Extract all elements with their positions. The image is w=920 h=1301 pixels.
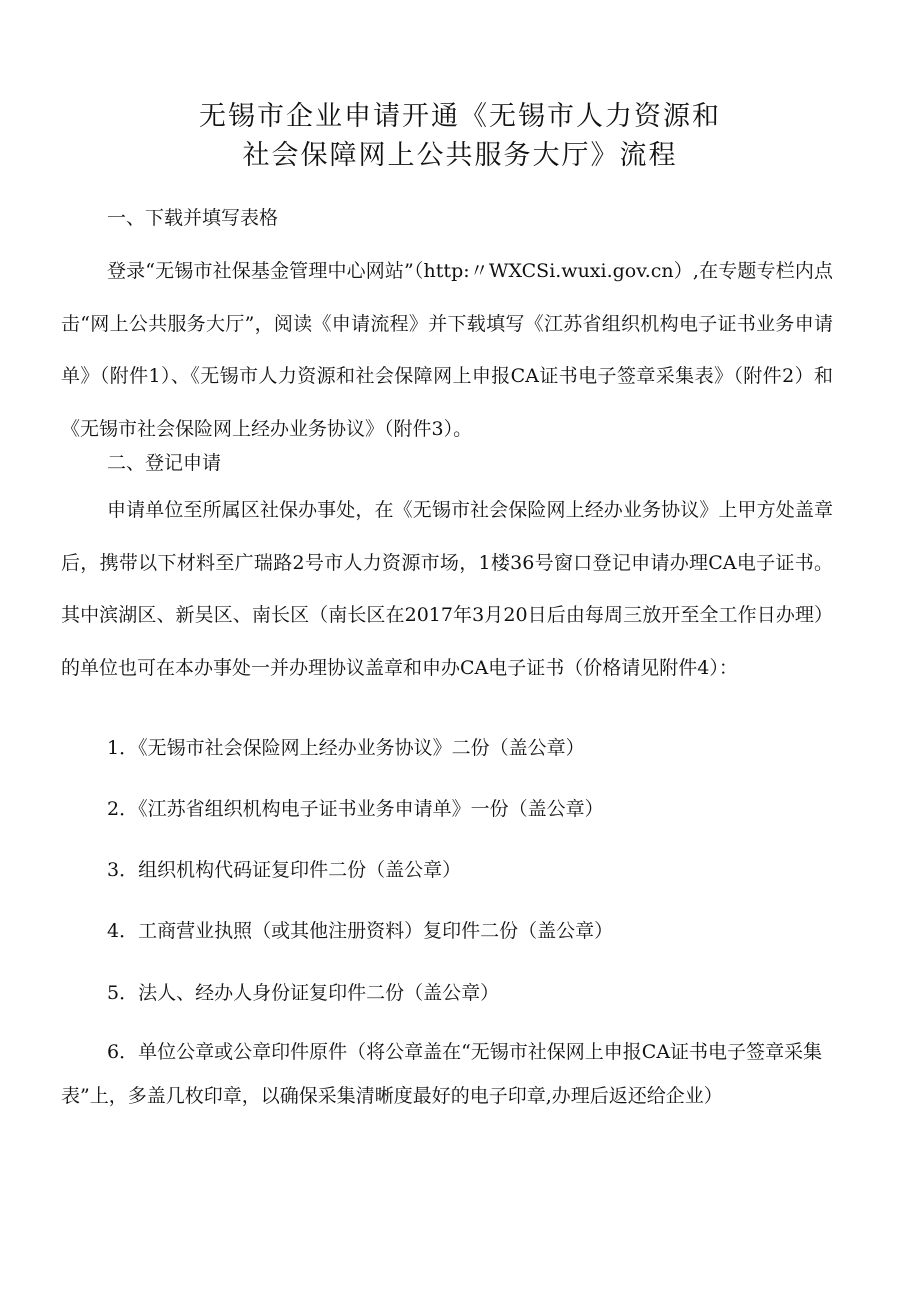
list-item-5: 5．法人、经办人身份证复印件二份（盖公章） <box>107 982 500 1004</box>
section-2-heading: 二、登记申请 <box>107 452 222 474</box>
section-1-heading: 一、下载并填写表格 <box>107 207 279 229</box>
document-title-line-1: 无锡市企业申请开通《无锡市人力资源和 <box>199 101 721 132</box>
list-item-3: 3．组织机构代码证复印件二份（盖公章） <box>107 859 462 881</box>
list-item-6: 6．单位公章或公章印件原件（将公章盖在“无锡市社保网上申报CA证书电子签章采集表”上，多盖几枚印章，以确保采集清晰度最好的电子印章,办理后返还给企业） <box>61 1041 823 1107</box>
document-title-line-2: 社会保障网上公共服务大厅》流程 <box>242 140 678 171</box>
list-item-2: 2．《江苏省组织机构电子证书业务申请单》一份（盖公章） <box>107 798 604 820</box>
list-item-1: 1．《无锡市社会保险网上经办业务协议》二份（盖公章） <box>107 737 585 759</box>
section-1-body: 登录“无锡市社保基金管理中心网站”（http:〃WXCSi.wuxi.gov.cn）,在专题专栏内点击“网上公共服务大厅”，阅读《申请流程》并下载填写《江苏省组织机构电子证书业务申请单》（附件1）、《无锡市人力资源和社会保障网上申报CA证书电子签章采集表》（附件2）和《无锡市社会保险网上经办业务协议》（附件3）。 <box>61 260 833 440</box>
section-2-body: 申请单位至所属区社保办事处，在《无锡市社会保险网上经办业务协议》上甲方处盖章后，携带以下材料至广瑞路2号市人力资源市场，1楼36号窗口登记申请办理CA电子证书。其中滨湖区、新吴区、南长区（南长区在2017年3月20日后由每周三放开至全工作日办理）的单位也可在本办事处一并办理协议盖章和申办CA电子证书（价格请见附件4）： <box>61 499 833 679</box>
list-item-4: 4．工商营业执照（或其他注册资料）复印件二份（盖公章） <box>107 920 614 942</box>
